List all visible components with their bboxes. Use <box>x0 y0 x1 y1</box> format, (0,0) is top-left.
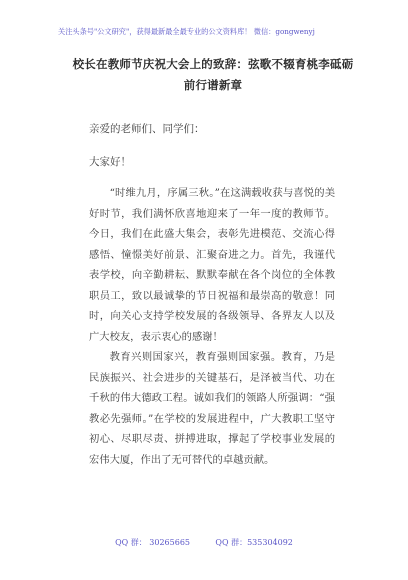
document-title: 校长在教师节庆祝大会上的致辞：弦歌不辍育桃李砥砺前行谱新章 <box>72 57 354 92</box>
greeting: 大家好！ <box>89 156 131 168</box>
paragraph-2: 教育兴则国家兴，教育强则国家强。教育，乃是民族振兴、社会进步的关键基石，是泽被当代、功在千秋的伟大德政工程。诚如我们的领路人所强调：“强教必先强师。”在学校的发展进程中，广大教职工坚守初心、尽职尽责、拼搏进取，撑起了学校事业发展的宏伟大厦，作出了无可替代的卓越贡献。 <box>89 351 335 466</box>
header-note: 关注头条号"公文研究"，获得最新最全最专业的公文资料库！ 微信：gongwenyj <box>58 27 315 36</box>
footer-contact: QQ 群： 30265665 QQ 群：535304092 <box>115 538 293 547</box>
salutation: 亲爱的老师们、同学们： <box>89 123 205 135</box>
paragraph-1: “时维九月，序属三秋。”在这满载收获与喜悦的美好时节，我们满怀欣喜地迎来了一年一度的教师节。今日，我们在此盛大集会，表彰先进模范、交流心得感悟、憧憬美好前景、汇聚奋进之力。首先，我谨代表学校，向辛勤耕耘、默默奉献在各个岗位的全体教职员工，致以最诚挚的节日祝福和最崇高的敬意！同时，向关心支持学校发展的各级领导、各界友人以及广大校友，表示衷心的感谢！ <box>89 187 335 343</box>
